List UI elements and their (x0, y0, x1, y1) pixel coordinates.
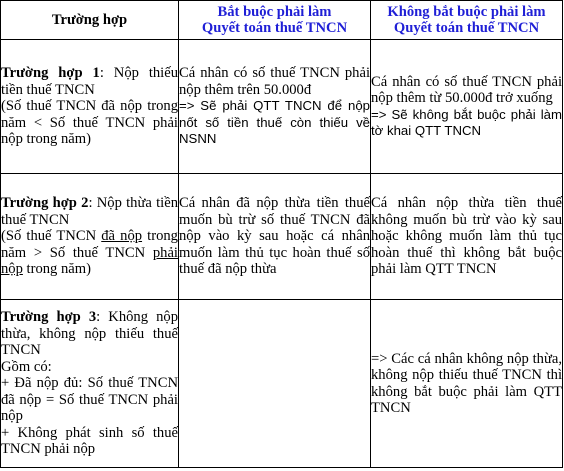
case-2-detail-a: (Số thuế TNCN (1, 228, 102, 245)
case-1-required-cell (179, 40, 371, 174)
case-3-includes-label: Gồm có: (1, 358, 52, 375)
header-case (1, 1, 179, 40)
header-not-required (371, 1, 563, 40)
case-2-required-cell (179, 174, 371, 300)
case-1-not-required-text-2: => Sẽ không bắt buộc phải làm tờ khai QTT TNCN (371, 106, 562, 138)
case-2-detail (1, 228, 178, 278)
case-3-title: Trường hợp 3 (1, 309, 97, 326)
case-2-title: Trường hợp 2 (1, 195, 89, 212)
table-row (1, 300, 563, 468)
header-case-label: Trường hợp (51, 11, 128, 28)
case-2-detail-payable: phải nộp (1, 244, 178, 278)
case-2-not-required-cell (371, 174, 563, 300)
case-1-not-required-text-1: Cá nhân có số thuế TNCN phải nộp thêm từ 50.000đ trở xuống (371, 73, 562, 106)
table-row (1, 40, 563, 174)
case-1-required-text-2: => Sẽ phải QTT TNCN để nộp nốt số tiền thuế còn thiếu về NSNN (179, 98, 370, 147)
case-3-cell (1, 300, 179, 468)
case-2-detail-b: trong năm > Số thuế TNCN (1, 228, 178, 261)
header-required-line2: Quyết toán thuế TNCN (201, 20, 348, 36)
case-3-not-required-text: => Các cá nhân không nộp thừa, không nộp thiếu thuế TNCN thì không bắt buộc phải làm QTT TNCN (371, 350, 562, 416)
header-required (179, 1, 371, 40)
header-not-required-line1: Không bắt buộc phải làm (387, 3, 546, 20)
case-1-cell (1, 40, 179, 174)
case-3-item-1: + Đã nộp đủ: Số thuế TNCN đã nộp = Số thuế TNCN phải nộp (1, 375, 178, 425)
case-1-not-required-cell (371, 40, 563, 174)
case-2-detail-c: trong năm) (22, 261, 91, 278)
case-2-required-text: Cá nhân đã nộp thừa tiền thuế muốn bù trừ số thuế TNCN đã nộp vào kỳ sau hoặc cá nhân muốn làm thủ tục hoàn thuế số thuế đã nộp thừa (179, 195, 370, 278)
case-1-desc: : Nộp thiếu tiền thuế TNCN (1, 65, 178, 98)
case-3-desc: : Không nộp thừa, không nộp thiếu thuế TNCN (1, 309, 178, 359)
case-1-title: Trường hợp 1 (1, 65, 100, 82)
header-not-required-line2: Quyết toán thuế TNCN (393, 20, 540, 36)
header-required-line1: Bắt buộc phải làm (217, 3, 332, 20)
case-3-required-cell (179, 300, 371, 468)
case-2-detail-paid: đã nộp (101, 228, 143, 245)
header-row (1, 1, 563, 40)
case-3-item-2: + Không phát sinh số thuế TNCN phải nộp (1, 424, 178, 458)
case-3-not-required-cell (371, 300, 563, 468)
table-row (1, 174, 563, 300)
case-2-cell (1, 174, 179, 300)
case-2-desc: : Nộp thừa tiền thuế TNCN (1, 195, 178, 228)
case-2-not-required-text: Cá nhân nộp thừa tiền thuế không muốn bù trừ vào kỳ sau hoặc không muốn làm thủ tục hoàn thuế thì không bắt buộc phải làm QTT TNCN (371, 195, 562, 278)
case-1-required-text-1: Cá nhân có số thuế TNCN phải nộp thêm trên 50.000đ (179, 65, 370, 98)
case-1-detail: (Số thuế TNCN đã nộp trong năm < Số thuế TNCN phải nộp trong năm) (1, 98, 178, 148)
